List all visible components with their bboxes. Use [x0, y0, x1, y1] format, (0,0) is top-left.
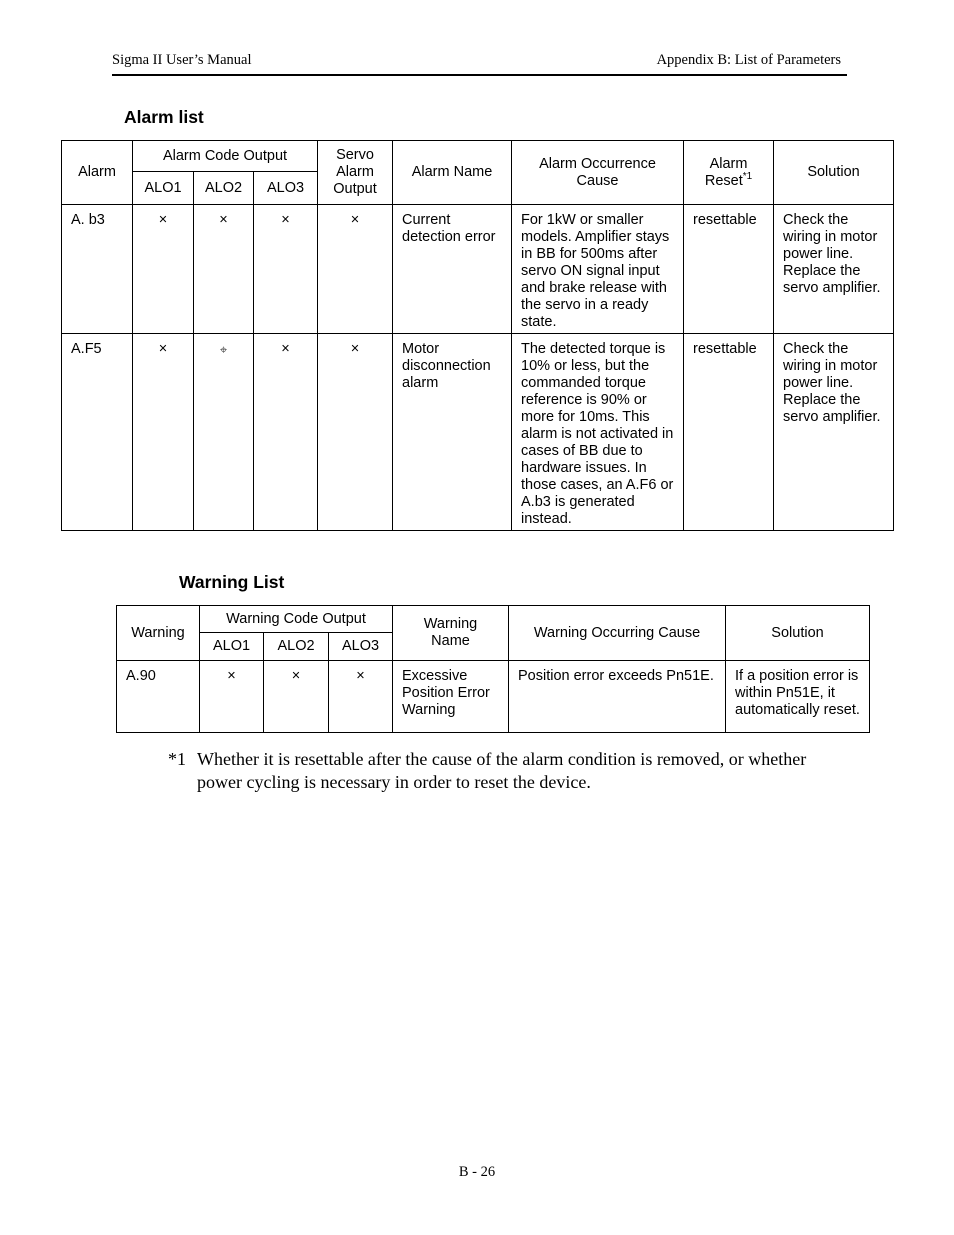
alo2-value: ×: [264, 661, 329, 733]
alo2-value: ×: [194, 205, 254, 334]
warning-header-cause: Warning Occurring Cause: [509, 606, 726, 661]
alarm-header-reset: [684, 141, 774, 205]
alo3-value: ×: [329, 661, 393, 733]
alarm-name: Motor disconnection alarm: [393, 334, 512, 531]
warning-table: [116, 605, 870, 733]
warning-header-solution: Solution: [726, 606, 870, 661]
section-title: Appendix B: List of Parameters: [656, 52, 841, 68]
alarm-reset-label: Alarm Reset: [704, 155, 748, 189]
footnote-text: Whether it is resettable after the cause of the alarm condition is removed, or whether power cycling is necessary in order to reset the device.: [197, 749, 807, 792]
warning-name: Excessive Position Error Warning: [393, 661, 509, 733]
warning-header-name: Warning Name: [393, 606, 509, 661]
manual-title: Sigma II User’s Manual: [112, 52, 252, 68]
alo3-value: ×: [254, 205, 318, 334]
alarm-solution: Check the wiring in motor power line. Replace the servo amplifier.: [774, 334, 894, 531]
servo-output-value: ×: [318, 205, 393, 334]
warning-header-alo2: ALO2: [264, 633, 329, 661]
alarm-header-row: [62, 141, 894, 172]
warning-header-code-output: Warning Code Output: [200, 606, 393, 633]
alo2-value-cell: [194, 334, 254, 531]
alarm-header-name: Alarm Name: [393, 141, 512, 205]
alarm-header-alo3: ALO3: [254, 172, 318, 205]
alarm-table: [61, 140, 894, 531]
alarm-header-cause: Alarm Occurrence Cause: [512, 141, 684, 205]
alarm-header-alarm: Alarm: [62, 141, 133, 205]
alarm-list-title: Alarm list: [124, 107, 204, 127]
table-row: [62, 205, 894, 334]
alarm-cause: For 1kW or smaller models. Amplifier stays in BB for 500ms after servo ON signal input and brake release with the servo in a ready state.: [512, 205, 684, 334]
servo-output-value: ×: [318, 334, 393, 531]
page-number: B - 26: [458, 1164, 496, 1180]
alarm-header-alo2: ALO2: [194, 172, 254, 205]
warning-cause: Position error exceeds Pn51E.: [509, 661, 726, 733]
warning-code: A.90: [117, 661, 200, 733]
alarm-reset: resettable: [684, 205, 774, 334]
footnote-mark: *1: [168, 749, 186, 769]
alarm-code: A. b3: [62, 205, 133, 334]
alarm-code: A.F5: [62, 334, 133, 531]
page-header: [112, 52, 847, 76]
crosshair-symbol: ⌖: [219, 342, 228, 357]
alo3-value: ×: [254, 334, 318, 531]
footnote: [168, 748, 848, 794]
alarm-header-servo-output: Servo Alarm Output: [318, 141, 393, 205]
alarm-name: Current detection error: [393, 205, 512, 334]
warning-header-alo3: ALO3: [329, 633, 393, 661]
alarm-solution: Check the wiring in motor power line. Replace the servo amplifier.: [774, 205, 894, 334]
alo1-value: ×: [133, 334, 194, 531]
footnote-reference: *1: [742, 170, 753, 182]
table-row: [117, 661, 870, 733]
warning-header-warning: Warning: [117, 606, 200, 661]
warning-solution: If a position error is within Pn51E, it automatically reset.: [726, 661, 870, 733]
alarm-header-solution: Solution: [774, 141, 894, 205]
alarm-header-alo1: ALO1: [133, 172, 194, 205]
warning-list-title: Warning List: [179, 572, 285, 592]
alarm-header-code-output: Alarm Code Output: [133, 141, 318, 172]
alo1-value: ×: [133, 205, 194, 334]
table-row: [62, 334, 894, 531]
warning-header-alo1: ALO1: [200, 633, 264, 661]
alarm-cause: The detected torque is 10% or less, but the commanded torque reference is 90% or more for 10ms. This alarm is not activated in cases of BB due to hardware issues. In those cases, an A.F6 or A.b3 is generated instead.: [512, 334, 684, 531]
alarm-reset: resettable: [684, 334, 774, 531]
warning-header-row: [117, 606, 870, 633]
alo1-value: ×: [200, 661, 264, 733]
